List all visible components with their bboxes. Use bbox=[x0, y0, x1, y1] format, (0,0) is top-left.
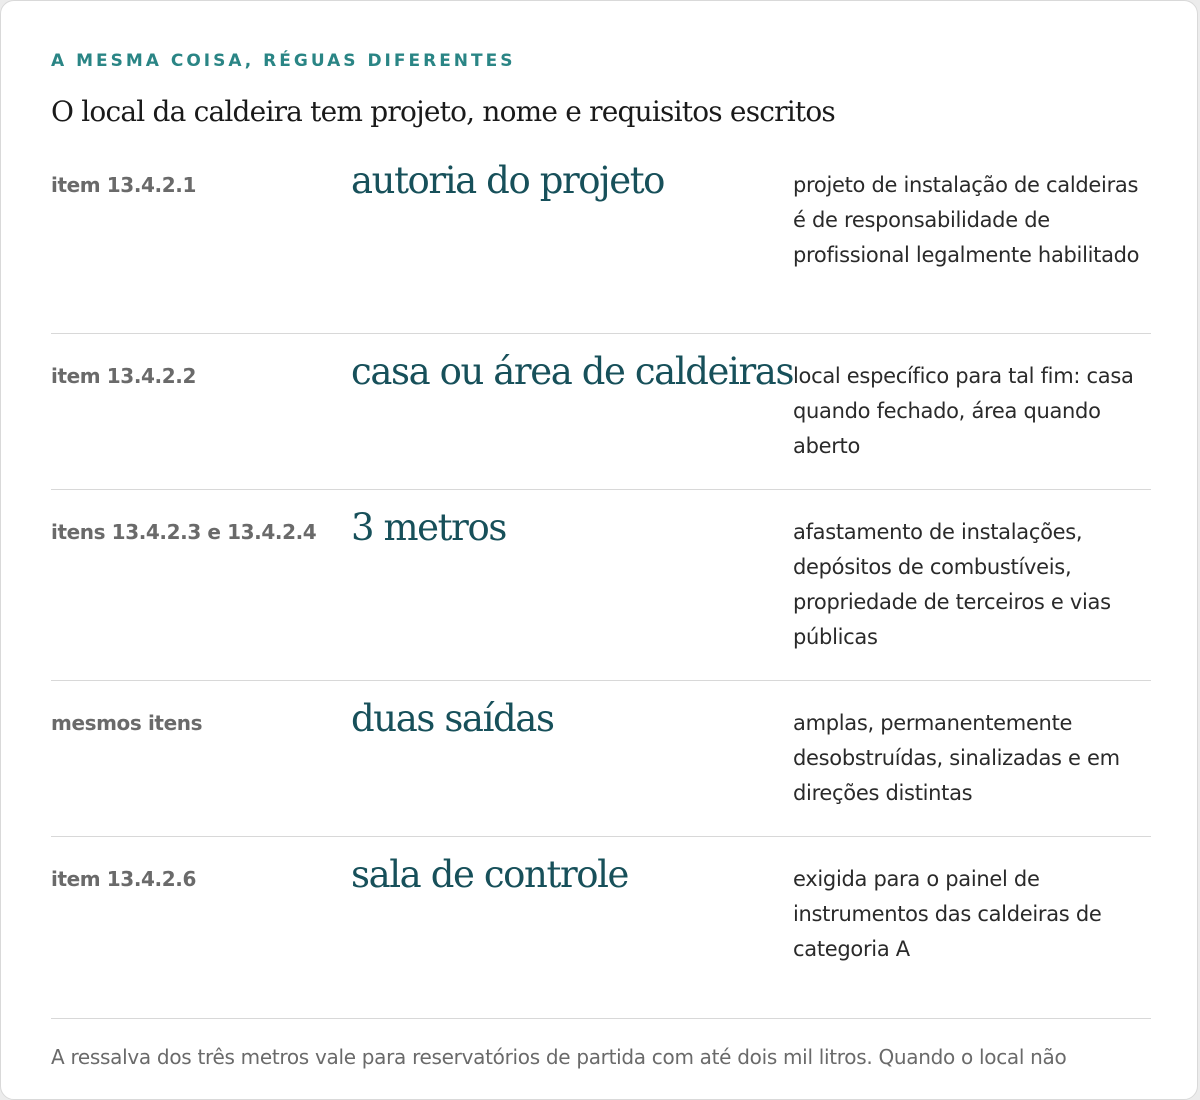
footnote-text: A ressalva dos três metros vale para reservatórios de partida com até dois mil litros. Quando o local não bbox=[51, 1045, 1067, 1069]
requirement-term: casa ou área de caldeiras bbox=[351, 350, 794, 393]
requirement-description: afastamento de instalações, depósitos de combustíveis, propriedade de terceiros e vias públicas bbox=[793, 520, 1111, 649]
requirement-description: amplas, permanentemente desobstruídas, sinalizadas e em direções distintas bbox=[793, 711, 1120, 805]
requirement-reference: mesmos itens bbox=[51, 711, 203, 735]
requirement-reference: itens 13.4.2.3 e 13.4.2.4 bbox=[51, 520, 317, 544]
requirement-description: local específico para tal fim: casa quando fechado, área quando aberto bbox=[793, 364, 1134, 458]
section-title: O local da caldeira tem projeto, nome e requisitos escritos bbox=[51, 95, 835, 128]
row-divider bbox=[51, 489, 1151, 490]
requirement-description: exigida para o painel de instrumentos das caldeiras de categoria A bbox=[793, 867, 1102, 961]
requirement-reference: item 13.4.2.2 bbox=[51, 364, 196, 388]
footnote-divider bbox=[51, 1018, 1151, 1019]
row-divider bbox=[51, 836, 1151, 837]
requirement-term: autoria do projeto bbox=[351, 159, 665, 202]
requirement-reference: item 13.4.2.6 bbox=[51, 867, 196, 891]
requirement-term: duas saídas bbox=[351, 697, 554, 740]
row-divider bbox=[51, 680, 1151, 681]
requirement-term: 3 metros bbox=[351, 506, 506, 549]
section-eyebrow: A MESMA COISA, RÉGUAS DIFERENTES bbox=[51, 51, 516, 71]
requirement-description: projeto de instalação de caldeiras é de responsabilidade de profissional legalmente habilitado bbox=[793, 173, 1140, 267]
row-divider bbox=[51, 333, 1151, 334]
requirement-term: sala de controle bbox=[351, 853, 629, 896]
requirement-reference: item 13.4.2.1 bbox=[51, 173, 196, 197]
